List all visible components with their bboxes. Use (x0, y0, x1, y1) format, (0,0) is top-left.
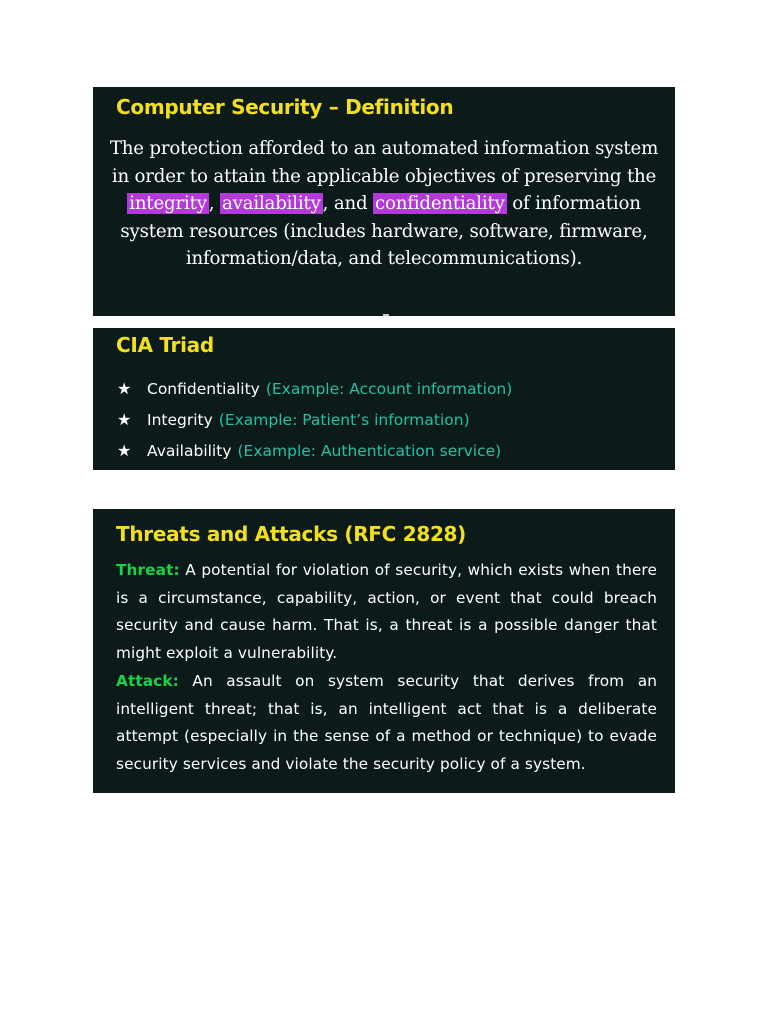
cia-term: Integrity (147, 410, 213, 429)
highlight-availability: availability (221, 193, 321, 214)
highlight-confidentiality: confidentiality (375, 193, 505, 214)
cia-term: Availability (147, 441, 232, 460)
slide-title: Threats and Attacks (RFC 2828) (116, 522, 467, 546)
slide-title: Computer Security – Definition (116, 95, 454, 119)
attack-definition (116, 668, 657, 779)
attack-label: Attack: (116, 671, 179, 690)
threat-definition (116, 557, 657, 668)
decorative-mark (383, 314, 389, 316)
definition-separator-1: , (208, 193, 220, 214)
definition-text-part1: The protection afforded to an automated information system in order to attain the applicable objectives of preserving the (109, 138, 659, 187)
slide-cia-triad (93, 328, 675, 470)
cia-example: (Example: Account information) (265, 379, 513, 398)
definition-text-part2: of information system resources (includes hardware, software, firmware, information/data, and telecommunications). (120, 193, 648, 269)
threats-body (116, 557, 657, 779)
list-item (117, 373, 512, 404)
cia-list (117, 373, 512, 466)
star-icon: ★ (117, 441, 132, 460)
definition-paragraph (107, 135, 661, 273)
star-icon: ★ (117, 379, 132, 398)
cia-term: Confidentiality (147, 379, 260, 398)
star-icon: ★ (117, 410, 132, 429)
attack-text: An assault on system security that derives from an intelligent threat; that is, an intelligent act that is a deliberate attempt (especially in the sense of a method or technique) to evade security services and violate the security policy of a system. (116, 671, 657, 773)
list-item (117, 435, 512, 466)
cia-example: (Example: Patient’s information) (218, 410, 470, 429)
threat-label: Threat: (116, 561, 180, 579)
cia-example: (Example: Authentication service) (237, 441, 502, 460)
slide-title: CIA Triad (116, 333, 214, 357)
threat-text: A potential for violation of security, which exists when there is a circumstance, capability, action, or event that could breach security and cause harm. That is, a threat is a possible danger that might exploit a vulnerability. (116, 561, 657, 663)
slide-threats-and-attacks (93, 509, 675, 793)
highlight-integrity: integrity (129, 193, 207, 214)
definition-separator-2: , and (322, 193, 374, 214)
slide-computer-security-definition (93, 87, 675, 316)
list-item (117, 404, 512, 435)
